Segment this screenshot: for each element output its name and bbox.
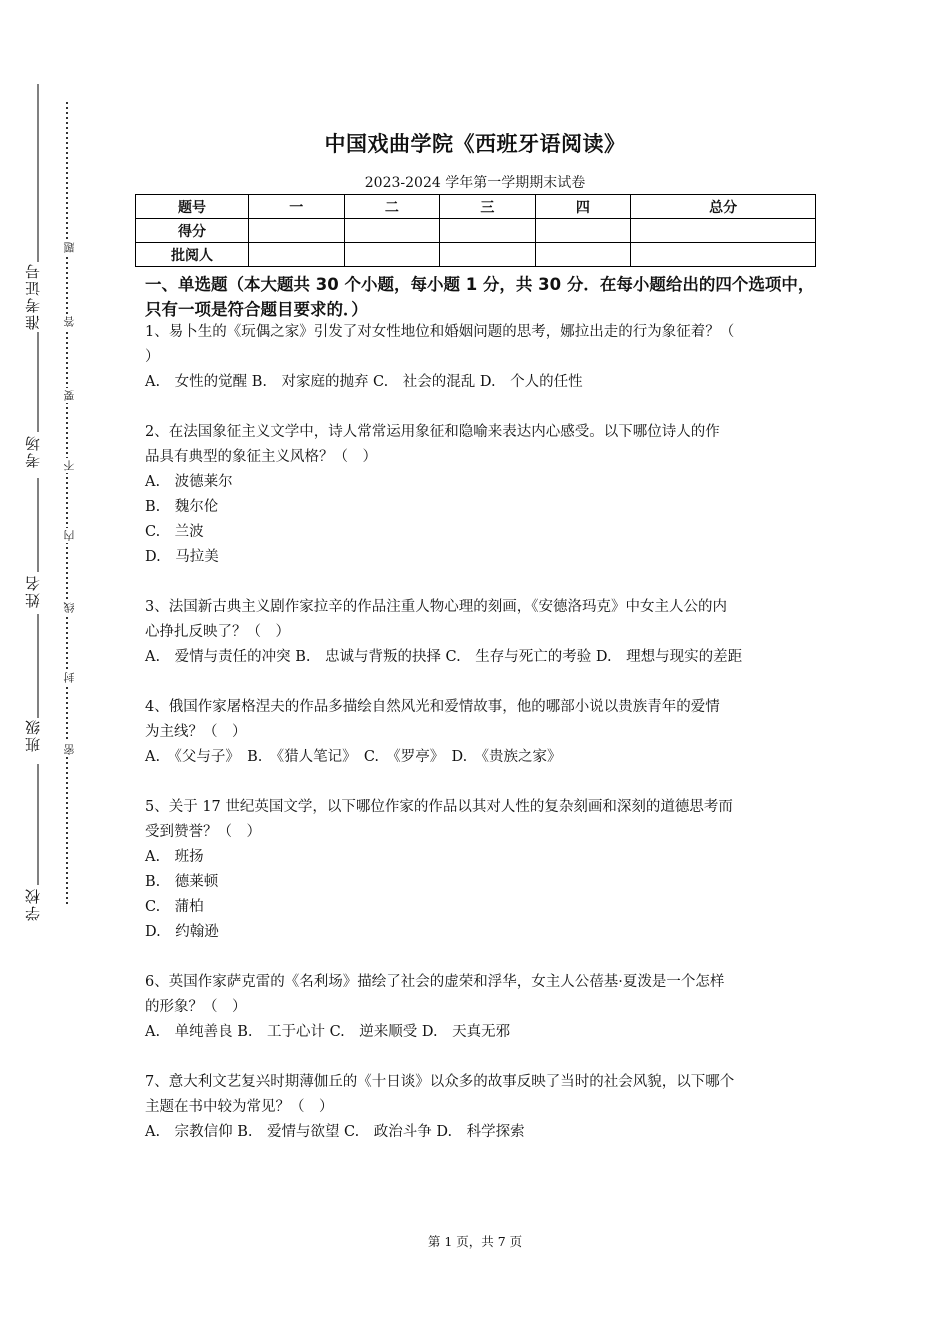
question-item — [145, 420, 813, 570]
binding-label-exam-room: 考场 — [24, 434, 42, 468]
score-table — [135, 194, 816, 267]
question-list — [145, 320, 813, 1170]
question-item — [145, 795, 813, 945]
question-text-line: 7、意大利文艺复兴时期薄伽丘的《十日谈》以众多的故事反映了当时的社会风貌，以下哪个 — [145, 1074, 735, 1090]
answer-options: A. 《父与子》 B. 《猎人笔记》 C. 《罗亭》 D. 《贵族之家》 — [145, 749, 562, 765]
answer-option: C. 蒲柏 — [145, 899, 204, 915]
question-item — [145, 970, 813, 1045]
seal-char: 答 — [63, 316, 76, 327]
page-number: 第 1 页，共 7 页 — [427, 1234, 523, 1249]
question-item — [145, 595, 813, 670]
seal-char: 封 — [63, 672, 76, 683]
question-text-line: 5、关于 17 世纪英国文学，以下哪位作家的作品以其对人性的复杂刻画和深刻的道德思考而 — [145, 799, 733, 815]
score-table-row — [136, 243, 816, 267]
score-header-cell: 四 — [535, 195, 631, 219]
seal-char: 内 — [63, 530, 76, 541]
score-header-cell: 题号 — [136, 195, 249, 219]
exam-title: 中国戏曲学院《西班牙语阅读》 — [324, 132, 626, 156]
score-cell[interactable] — [631, 219, 816, 243]
question-item — [145, 320, 813, 395]
score-row-label: 批阅人 — [136, 243, 249, 267]
score-cell[interactable] — [631, 243, 816, 267]
question-text-line: 的形象？（ ） — [145, 999, 247, 1015]
score-cell[interactable] — [344, 243, 440, 267]
question-text-line: 主题在书中较为常见？（ ） — [145, 1099, 334, 1115]
question-text-line: 受到赞誉？（ ） — [145, 824, 261, 840]
score-cell[interactable] — [249, 219, 345, 243]
question-text-line: 2、在法国象征主义文学中，诗人常常运用象征和隐喻来表达内心感受。以下哪位诗人的作 — [145, 424, 720, 440]
answer-options: A. 宗教信仰 B. 爱情与欲望 C. 政治斗争 D. 科学探索 — [145, 1124, 525, 1140]
score-cell[interactable] — [344, 219, 440, 243]
question-text-line: 心挣扎反映了？（ ） — [145, 624, 290, 640]
answer-option: D. 马拉美 — [145, 549, 219, 565]
answer-options: A. 女性的觉醒 B. 对家庭的抛弃 C. 社会的混乱 D. 个人的任性 — [145, 374, 583, 390]
score-header-cell: 一 — [249, 195, 345, 219]
binding-label-class: 班级 — [24, 718, 42, 752]
section-heading: 一、单选题（本大题共 30 个小题，每小题 1 分，共 30 分．在每小题给出的四个选项中，只有一项是符合题目要求的．） — [145, 275, 815, 319]
binding-label-name: 姓名 — [24, 574, 42, 608]
question-text-line: 品具有典型的象征主义风格？（ ） — [145, 449, 377, 465]
score-header-cell: 三 — [440, 195, 536, 219]
seal-char: 密 — [63, 744, 76, 755]
question-text-line: ） — [145, 349, 160, 365]
score-header-cell: 总分 — [631, 195, 816, 219]
score-cell[interactable] — [535, 219, 631, 243]
score-cell[interactable] — [249, 243, 345, 267]
answer-option: D. 约翰逊 — [145, 924, 219, 940]
question-text-line: 4、俄国作家屠格涅夫的作品多描绘自然风光和爱情故事，他的哪部小说以贵族青年的爱情 — [145, 699, 720, 715]
binding-lines — [0, 0, 100, 1344]
answer-options: A. 单纯善良 B. 工于心计 C. 逆来顺受 D. 天真无邪 — [145, 1024, 511, 1040]
score-table-row — [136, 219, 816, 243]
score-table-header-row — [136, 195, 816, 219]
question-item — [145, 695, 813, 770]
score-cell[interactable] — [440, 243, 536, 267]
score-row-label: 得分 — [136, 219, 249, 243]
question-item — [145, 1070, 813, 1145]
answer-option: B. 魏尔伦 — [145, 499, 219, 515]
answer-option: A. 波德莱尔 — [145, 474, 233, 490]
question-text-line: 为主线？（ ） — [145, 724, 247, 740]
answer-options: A. 爱情与责任的冲突 B. 忠诚与背叛的抉择 C. 生存与死亡的考验 D. 理想与现实的差距 — [145, 649, 743, 665]
question-text-line: 1、易卜生的《玩偶之家》引发了对女性地位和婚姻问题的思考，娜拉出走的行为象征着？（ — [145, 324, 735, 340]
seal-char: 线 — [63, 602, 76, 613]
answer-option: C. 兰波 — [145, 524, 204, 540]
score-header-cell: 二 — [344, 195, 440, 219]
score-cell[interactable] — [440, 219, 536, 243]
seal-char: 不 — [63, 460, 76, 471]
seal-char: 题 — [63, 242, 76, 253]
question-text-line: 3、法国新古典主义剧作家拉辛的作品注重人物心理的刻画，《安德洛玛克》中女主人公的内 — [145, 599, 727, 615]
seal-char: 要 — [63, 390, 76, 401]
exam-subtitle: 2023-2024 学年第一学期期末试卷 — [364, 175, 586, 191]
question-text-line: 6、英国作家萨克雷的《名利场》描绘了社会的虚荣和浮华，女主人公蓓基·夏泼是一个怎样 — [145, 974, 725, 990]
answer-option: A. 班扬 — [145, 849, 204, 865]
score-cell[interactable] — [535, 243, 631, 267]
answer-option: B. 德莱顿 — [145, 874, 219, 890]
binding-label-school: 学校 — [24, 887, 42, 921]
binding-label-exam-number: 准考证号 — [24, 262, 42, 330]
